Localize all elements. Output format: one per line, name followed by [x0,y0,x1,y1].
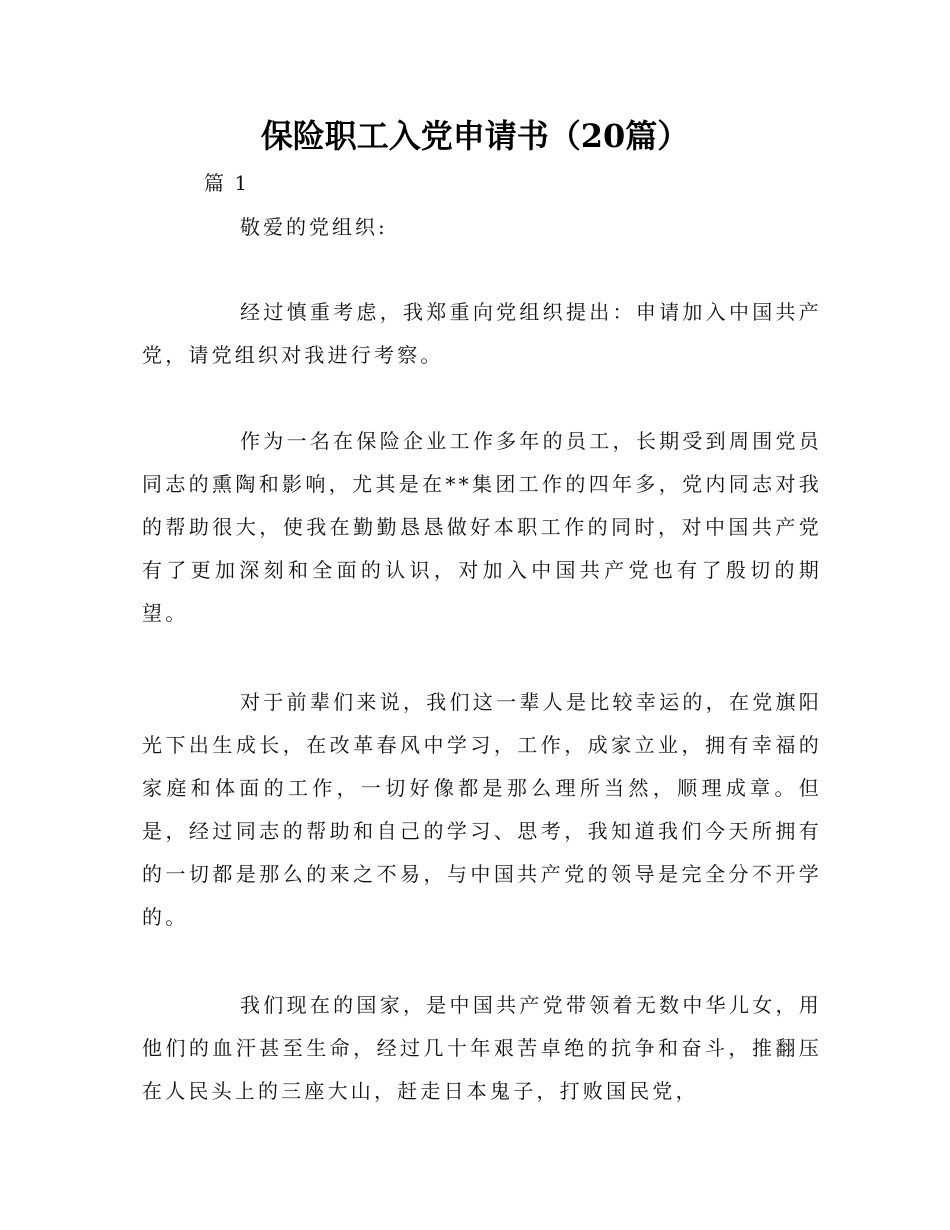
paragraph: 经过慎重考虑，我郑重向党组织提出：申请加入中国共产党，请党组织对我进行考察。 [142,300,822,367]
paragraph: 对于前辈们来说，我们这一辈人是比较幸运的，在党旗阳光下出生成长，在改革春风中学习，工作，成家立业，拥有幸福的家庭和体面的工作，一切好像都是那么理所当然，顺理成章。但是，经过同志的帮助和自己的学习、思考，我知道我们今天所拥有的一切都是那么的来之不易，与中国共产党的领导是完全分不开学的。 [142,690,822,929]
paragraph: 作为一名在保险企业工作多年的员工，长期受到周围党员同志的熏陶和影响，尤其是在**集团工作的四年多，党内同志对我的帮助很大，使我在勤勤恳恳做好本职工作的同时，对中国共产党有了更加深刻和全面的认识，对加入中国共产党也有了殷切的期望。 [142,429,822,625]
document-title: 保险职工入党申请书（20篇） [260,117,690,155]
salutation: 敬爱的党组织: [240,215,388,239]
section-label: 篇 1 [204,171,250,195]
paragraph: 我们现在的国家，是中国共产党带领着无数中华儿女，用他们的血汗甚至生命，经过几十年艰苦卓绝的抗争和奋斗，推翻压在人民头上的三座大山，赶走日本鬼子，打败国民党， [142,993,822,1103]
